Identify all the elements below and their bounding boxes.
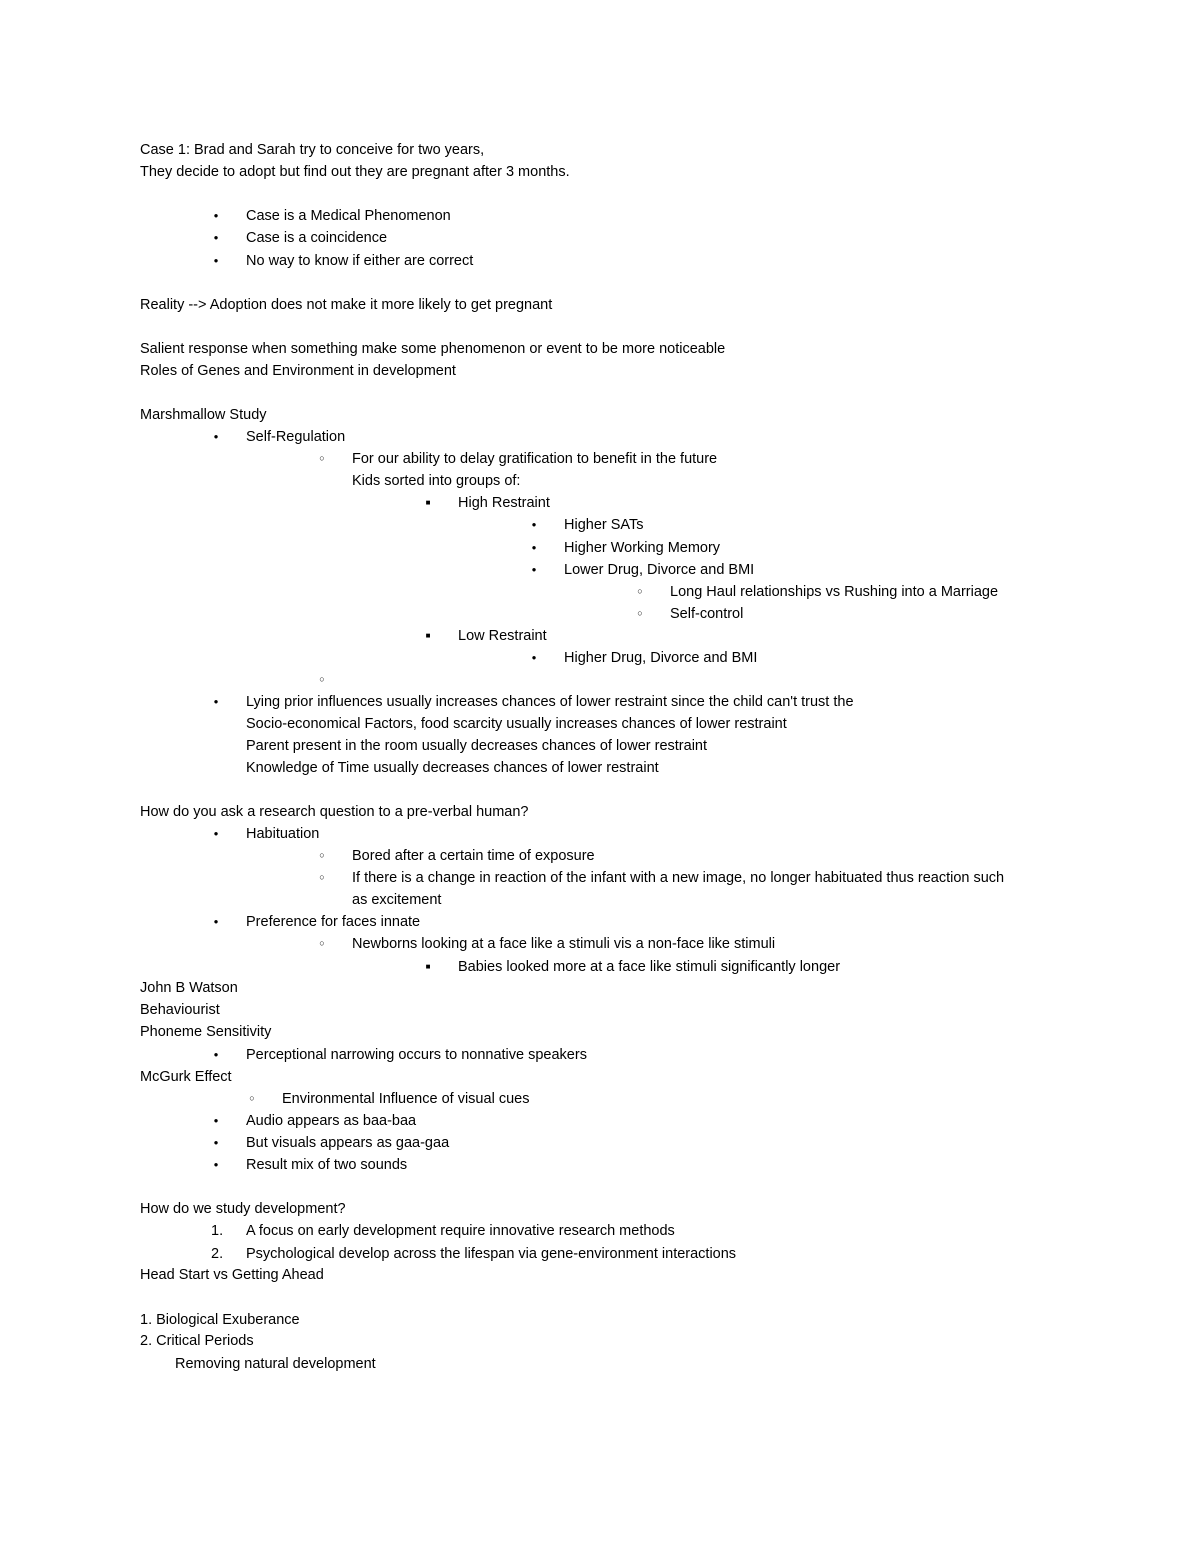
list-item: Lying prior influences usually increases chances of lower restraint since the child can't trust the	[246, 694, 854, 710]
bullet-circle-icon	[244, 1090, 260, 1108]
case1-subtitle: They decide to adopt but find out they are pregnant after 3 months.	[140, 164, 570, 180]
bullet-dot-icon	[208, 229, 224, 247]
list-item: High Restraint	[458, 495, 550, 511]
final-item-1: 1. Biological Exuberance	[140, 1312, 300, 1328]
list-item: Case is a Medical Phenomenon	[246, 208, 451, 224]
bullet-dot-icon	[526, 516, 542, 534]
removing-line: Removing natural development	[175, 1356, 376, 1372]
bullet-dot-icon	[208, 1134, 224, 1152]
study-question: How do we study development?	[140, 1201, 346, 1217]
bullet-dot-icon	[208, 207, 224, 225]
list-item: Long Haul relationships vs Rushing into a Marriage	[670, 584, 999, 600]
bullet-circle-icon	[314, 847, 330, 865]
list-item: Newborns looking at a face like a stimuli vis a non-face like stimuli	[352, 936, 776, 952]
list-item: Habituation	[246, 826, 320, 842]
bullet-dot-icon	[208, 825, 224, 843]
list-item: Environmental Influence of visual cues	[282, 1091, 530, 1107]
bullet-circle-icon	[314, 935, 330, 953]
marshmallow-title: Marshmallow Study	[140, 407, 267, 423]
bullet-dot-icon	[208, 1046, 224, 1064]
list-item: Low Restraint	[458, 628, 547, 644]
list-number: 2.	[211, 1246, 224, 1262]
list-item: Bored after a certain time of exposure	[352, 848, 595, 864]
roles-line: Roles of Genes and Environment in development	[140, 363, 456, 379]
bullet-circle-icon	[314, 869, 330, 887]
phoneme-title: Phoneme Sensitivity	[140, 1024, 272, 1040]
bullet-dot-icon	[526, 649, 542, 667]
watson-line: John B Watson	[140, 980, 238, 996]
list-item: Higher Drug, Divorce and BMI	[564, 650, 758, 666]
list-item: Lower Drug, Divorce and BMI	[564, 562, 755, 578]
list-item: Audio appears as baa-baa	[246, 1113, 417, 1129]
bullet-circle-icon	[314, 450, 330, 468]
list-number: 1.	[211, 1223, 224, 1239]
bullet-circle-icon	[314, 671, 330, 689]
bullet-square-icon	[420, 958, 436, 976]
list-item: But visuals appears as gaa-gaa	[246, 1135, 450, 1151]
list-item: Babies looked more at a face like stimuli significantly longer	[458, 959, 841, 975]
bullet-square-icon	[420, 494, 436, 512]
list-item: Self-Regulation	[246, 429, 346, 445]
list-item: For our ability to delay gratification to benefit in the future	[352, 451, 718, 467]
reality-line: Reality --> Adoption does not make it more likely to get pregnant	[140, 297, 553, 313]
bullet-dot-icon	[208, 252, 224, 270]
bullet-dot-icon	[208, 1112, 224, 1130]
bullet-dot-icon	[526, 539, 542, 557]
preverbal-question: How do you ask a research question to a pre-verbal human?	[140, 804, 529, 820]
bullet-dot-icon	[208, 1156, 224, 1174]
final-item-2: 2. Critical Periods	[140, 1333, 254, 1349]
list-item: Case is a coincidence	[246, 230, 388, 246]
behaviourist-line: Behaviourist	[140, 1002, 220, 1018]
list-item: No way to know if either are correct	[246, 253, 474, 269]
list-item: If there is a change in reaction of the infant with a new image, no longer habituated thus reaction such	[352, 870, 1005, 886]
list-item: Preference for faces innate	[246, 914, 421, 930]
list-item: Parent present in the room usually decreases chances of lower restraint	[246, 738, 708, 754]
bullet-dot-icon	[208, 913, 224, 931]
list-item: Higher Working Memory	[564, 540, 721, 556]
bullet-square-icon	[420, 627, 436, 645]
list-item: Socio-economical Factors, food scarcity usually increases chances of lower restraint	[246, 716, 787, 732]
case1-title: Case 1: Brad and Sarah try to conceive for two years,	[140, 142, 485, 158]
bullet-circle-icon	[632, 605, 648, 623]
list-item: Higher SATs	[564, 517, 644, 533]
list-item: Perceptional narrowing occurs to nonnative speakers	[246, 1047, 587, 1063]
bullet-dot-icon	[208, 693, 224, 711]
salient-line: Salient response when something make some phenomenon or event to be more noticeable	[140, 341, 726, 357]
list-item: Knowledge of Time usually decreases chances of lower restraint	[246, 760, 659, 776]
list-item: Kids sorted into groups of:	[352, 473, 521, 489]
list-item: as excitement	[352, 892, 442, 908]
list-item: Self-control	[670, 606, 744, 622]
mcgurk-title: McGurk Effect	[140, 1069, 232, 1085]
list-item: Result mix of two sounds	[246, 1157, 408, 1173]
head-start-line: Head Start vs Getting Ahead	[140, 1267, 324, 1283]
bullet-circle-icon	[632, 583, 648, 601]
bullet-dot-icon	[526, 561, 542, 579]
list-item: A focus on early development require innovative research methods	[246, 1223, 675, 1239]
list-item: Psychological develop across the lifespan via gene-environment interactions	[246, 1246, 737, 1262]
bullet-dot-icon	[208, 428, 224, 446]
